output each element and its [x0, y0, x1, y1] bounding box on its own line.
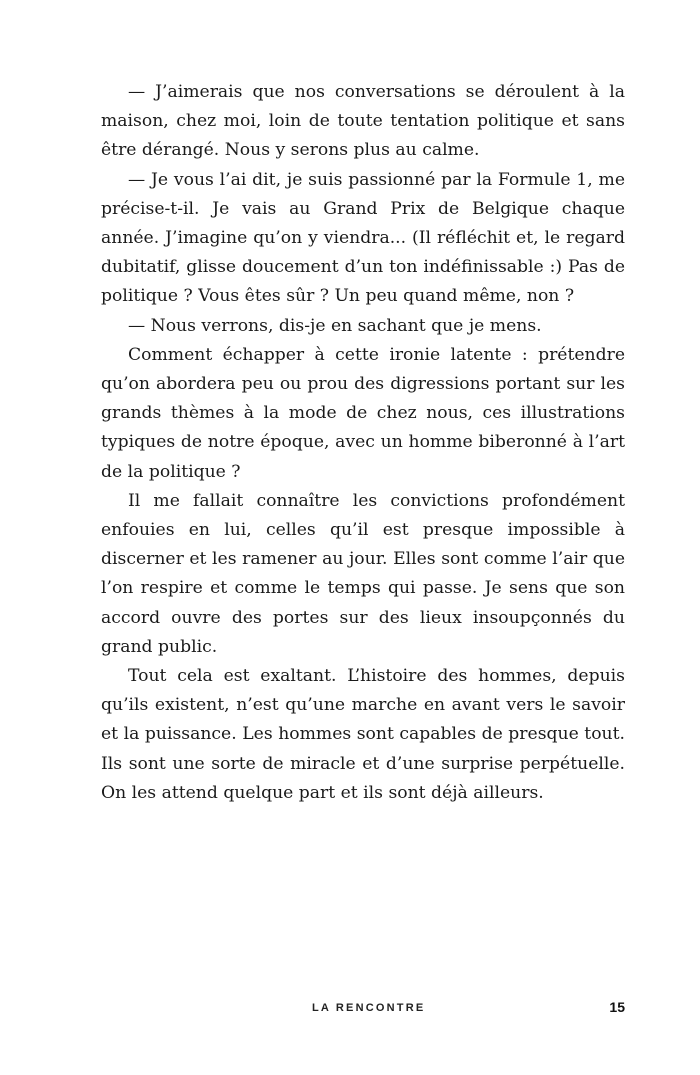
- paragraph: — Nous verrons, dis-je en sachant que je mens.: [128, 315, 542, 336]
- paragraph: Tout cela est exaltant. L’histoire des hommes, depuis qu’ils existent, n’est qu’une marche en avant vers le savoir et la puissance. Les hommes sont capables de presque tout. Ils sont une sorte de miracle et d’une surprise perpétuelle. On les attend quelque part et ils sont déjà ailleurs.: [101, 666, 625, 803]
- running-title: LA RENCONTRE: [312, 1002, 426, 1014]
- paragraph: Comment échapper à cette ironie latente : prétendre qu’on abordera peu ou prou des digressions portant sur les grands thèmes à la mode de chez nous, ces illustrations typiques de notre époque, avec un homme biberonné à l’art de la politique ?: [101, 344, 625, 482]
- page-number: 15: [609, 999, 625, 1015]
- body-text: [101, 78, 625, 808]
- paragraph: — Je vous l’ai dit, je suis passionné par la Formule 1, me précise-t-il. Je vais au Grand Prix de Belgique chaque année. J’imagine qu’on y viendra... (Il réfléchit et, le regard dubitatif, glisse doucement d’un ton indéfinissable :) Pas de politique ? Vous êtes sûr ? Un peu quand même, non ?: [101, 169, 625, 307]
- paragraph: — J’aimerais que nos conversations se déroulent à la maison, chez moi, loin de toute tentation politique et sans être dérangé. Nous y serons plus au calme.: [101, 82, 625, 161]
- paragraph: Il me fallait connaître les convictions profondément enfouies en lui, celles qu’il est presque impossible à discerner et les ramener au jour. Elles sont comme l’air que l’on respire et comme le temps qui passe. Je sens que son accord ouvre des portes sur des lieux insoupçonnés du grand public.: [101, 490, 625, 657]
